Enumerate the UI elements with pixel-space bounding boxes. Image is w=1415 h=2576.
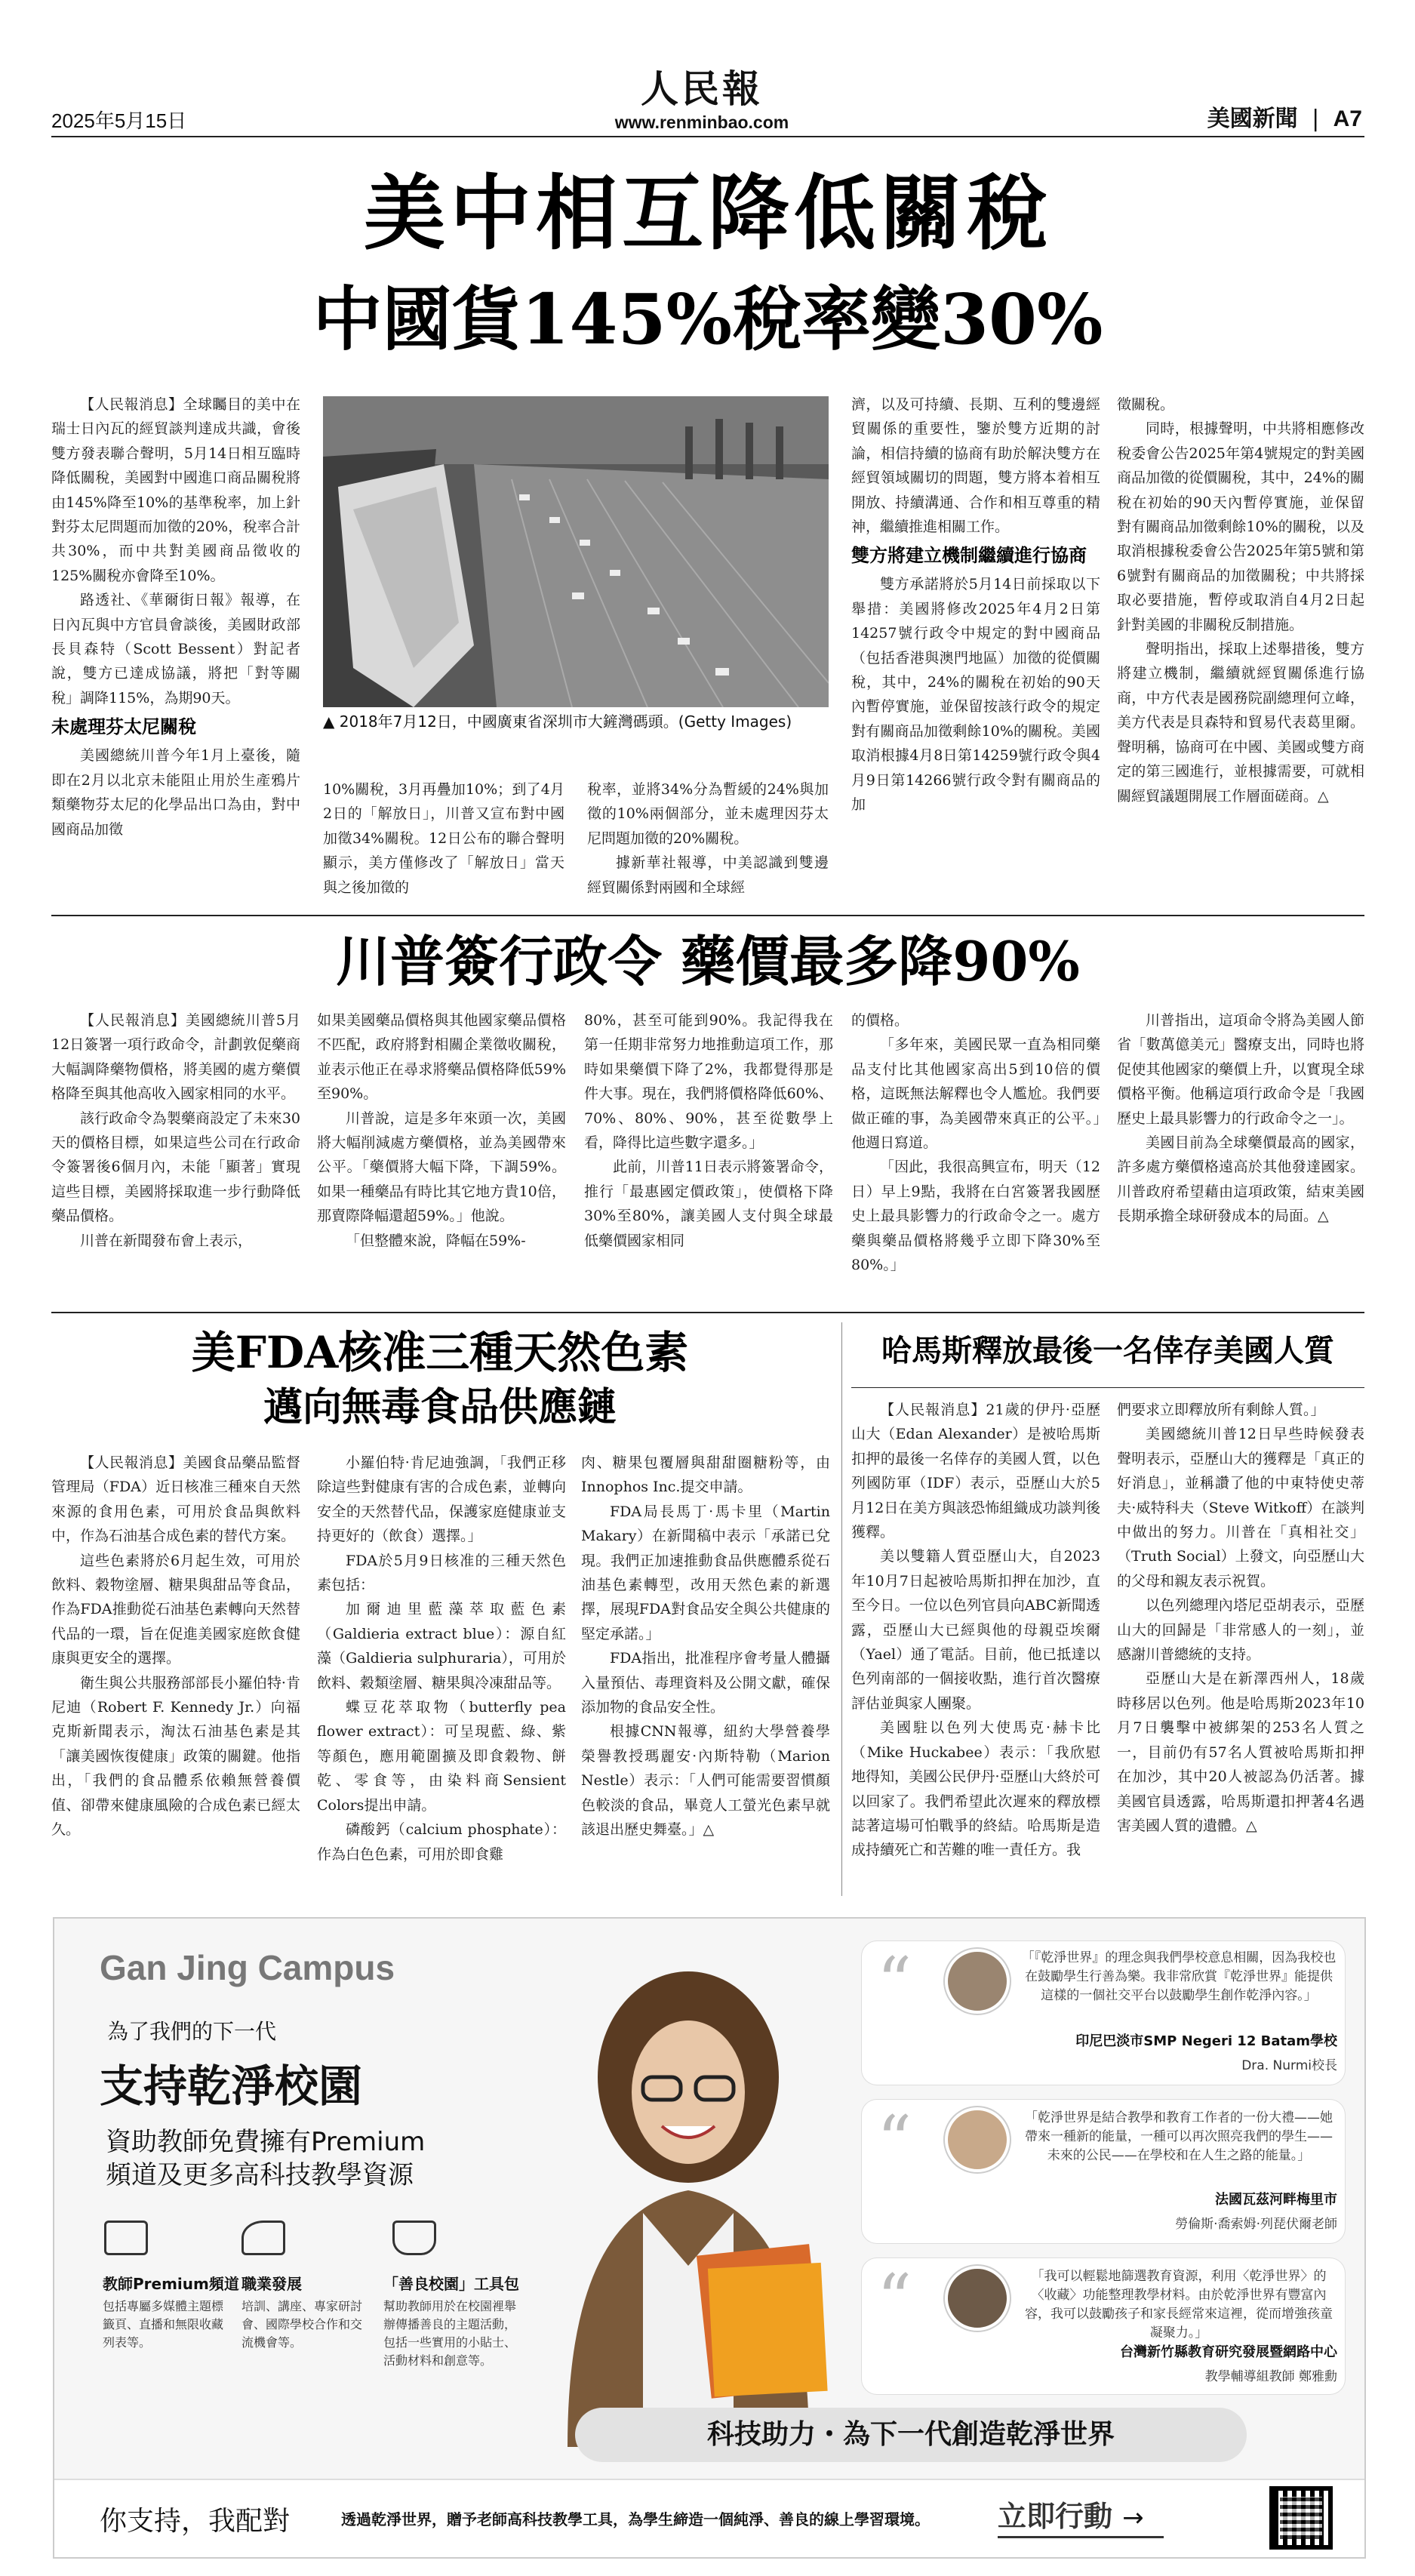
page-number: A7 [1333, 106, 1362, 131]
student-photo [522, 1964, 854, 2447]
story2-paragraph: 美國目前為全球藥價最高的國家，許多處方藥價格遠高於其他發達國家。川普政府希望藉由這項政策，結束美國長期承擔全球研發成本的局面。△ [1117, 1134, 1364, 1225]
story2-paragraph: 80%，甚至可能到90%。我記得我在第一任期非常努力地推動這項工作，那時如果藥價下降了2%，我都覺得那是件大事。現在，我們將價格降低60%、70%、80%、90%，甚至從數學上看，降得比這些數字還多。」 [584, 1012, 833, 1152]
story3-subheadline: 邁向無毒食品供應鏈 [263, 1384, 617, 1430]
story4-col2 [1117, 1398, 1364, 1896]
feature-desc: 幫助教師用於在校園裡舉辦傳播善良的主題活動，包括一些實用的小貼士、活動材料和創意等。 [383, 2299, 517, 2368]
port-photo-image [323, 396, 829, 707]
story3-paragraph: 肉、糖果包覆層與甜甜圈糖粉等，由Innophos Inc.提交申請。 [581, 1454, 830, 1496]
section-rule [51, 1312, 1364, 1313]
photo-caption: ▲ 2018年7月12日，中國廣東省深圳市大鏟灣碼頭。(Getty Images) [323, 712, 792, 731]
header-rule [51, 136, 1364, 137]
quote-org: 印尼巴淡市SMP Negeri 12 Batam學校 [1075, 2033, 1337, 2049]
story3-paragraph: FDA指出，批准程序會考量人體攝入量預估、毒理資料及公開文獻，確保添加物的食品安全性。 [581, 1650, 830, 1716]
story2-paragraph: 「因此，我很高興宣布，明天（12日）早上9點，我將在白宮簽署我國歷史上最具影響力的行政命令之一。處方藥與藥品價格將幾乎立即下降30%至80%。」 [851, 1159, 1100, 1274]
story3-col2 [317, 1451, 566, 1896]
column-divider [841, 1322, 842, 1896]
feature-desc: 培訓、講座、專家研討會、國際學校合作和交流機會等。 [241, 2299, 363, 2350]
story1-paragraph: 濟，以及可持續、長期、互利的雙邊經貿關係的重要性，鑒於雙方近期的討論，相信持續的協商有助於解決雙方在經貿領域關切的問題，雙方將本着相互開放、持續溝通、合作和相互尊重的精神，繼續推進相關工作。 [851, 396, 1100, 536]
story2-paragraph: 此前，川普11日表示將簽署命令，推行「最惠國定價政策」，使價格下降30%至80%，讓美國人支付與全球最低藥價國家相同 [584, 1159, 833, 1249]
story1-headline: 美中相互降低關稅 [363, 166, 1052, 261]
story1-col1 [51, 392, 300, 906]
story3-paragraph: FDA局長馬丁·馬卡里（Martin Makary）在新聞稿中表示「承諾已兌現。我們正加速推動食品供應體系從石油基色素轉型，改用天然色素的新選擇，展現FDA對食品安全與公共健康的堅定承諾。」 [581, 1503, 830, 1642]
quote-org: 台灣新竹縣教育研究發展暨網路中心 [1120, 2344, 1337, 2360]
story2-col1 [51, 1008, 300, 1303]
quote-mark-icon: “ [877, 2260, 912, 2339]
avatar [945, 2266, 1010, 2331]
story1-col2 [323, 777, 564, 906]
ad-brand: Gan Jing Campus [100, 1948, 395, 1987]
quote-mark-icon: “ [877, 1943, 912, 2022]
story4-col1 [851, 1398, 1100, 1896]
story4-paragraph: 美國總統川普12日早些時候發表聲明表示，亞歷山大的獲釋是「真正的好消息」，並稱讚了他的中東特使史蒂夫·威特科夫（Steve Witkoff）在談判中做出的努力。川普在「真相社交」（Truth Social）上發文，向亞歷山大的父母和親友表示祝賀。 [1117, 1426, 1364, 1590]
ad-bottom-mid: 透過乾淨世界，贈予老師高科技教學工具，為學生締造一個純淨、善良的線上學習環境。 [341, 2510, 930, 2528]
story1-paragraph: 【人民報消息】全球矚目的美中在瑞士日內瓦的經貿談判達成共識，會後雙方發表聯合聲明，5月14日相互臨時降低關稅，美國對中國進口商品關稅將由145%降至10%的基準稅率，加上針對芬太尼問題而加徵的20%，稅率合計共30%，而中共對美國商品徵收的125%關稅亦會降至10%。 [51, 396, 300, 584]
story3-paragraph: 根據CNN報導，紐約大學營養學榮譽教授瑪麗安·內斯特勒（Marion Nestle）表示：「人們可能需要習慣顏色較淡的食品，畢竟人工螢光色素早就該退出歷史舞臺。」△ [581, 1723, 830, 1839]
quote-person: 勞倫斯·喬索姆·列琵伏爾老師 [1175, 2217, 1337, 2232]
story3-paragraph: 蝶豆花萃取物（butterfly pea flower extract）：可呈現藍、綠、紫等顏色，應用範圍擴及即食穀物、餅乾、零食等，由染料商Sensient Colors提出申請。 [317, 1699, 566, 1814]
story1-paragraph: 聲明指出，採取上述舉措後，雙方將建立機制，繼續就經貿關係進行協商，中方代表是國務院副總理何立峰，美方代表是貝森特和貿易代表葛里爾。聲明稱，協商可在中國、美國或雙方商定的第三國進行，並根據需要，可就相關經貿議題開展工作層面磋商。△ [1117, 641, 1364, 805]
feature-desc: 包括專屬多媒體主題標籤頁、直播和無限收藏列表等。 [103, 2299, 224, 2350]
port-photo [323, 396, 829, 707]
quote-text: 「我可以輕鬆地篩選教育資源，利用〈乾淨世界〉的〈收藏〉功能整理教學材料。由於乾淨世界有豐富內容，我可以鼓勵孩子和家長經常來這裡，從而增強孩童凝聚力。」 [1025, 2269, 1333, 2341]
story1-subhead: 雙方將建立機制繼續進行協商 [851, 545, 1087, 567]
story4-paragraph: 亞歷山大是在新澤西州人，18歲時移居以色列。他是哈馬斯2023年10月7日襲擊中被綁架的253名人質之一，目前仍有57名人質被哈馬斯扣押在加沙，其中20人被認為仍活著。據美國官員透露，哈馬斯還扣押著4名遇害美國人質的遺體。△ [1117, 1670, 1364, 1834]
quote-person: 教學輔導組教師 鄭雅勳 [1204, 2369, 1337, 2384]
story2-paragraph: 「多年來，美國民眾一直為相同藥品支付比其他國家高出5到10倍的價格，這既無法解釋也令人尷尬。我們要做正確的事，為美國帶來真正的公平。」他週日寫道。 [851, 1036, 1100, 1152]
story2-paragraph: 川普說，這是多年來頭一次，美國將大幅削減處方藥價格，並為美國帶來公平。「藥價將大幅下降，下調59%。如果一種藥品有時比其它地方貴10倍，那賣際降幅還超59%。」他說。 [317, 1109, 566, 1225]
monitor-icon [104, 2221, 148, 2255]
cta-button[interactable] [998, 2494, 1179, 2539]
avatar [945, 2107, 1010, 2172]
story4-headline: 哈馬斯釋放最後一名倖存美國人質 [881, 1333, 1334, 1368]
cta-underline [998, 2536, 1164, 2538]
story4-paragraph: 美國駐以色列大使馬克·赫卡比（Mike Huckabee）表示：「我欣慰地得知，美國公民伊丹·亞歷山大終於可以回家了。我們希望此次遲來的釋放標誌著這場可怕戰爭的終結。哈馬斯是造成持續死亡和苦難的唯一責任方。我 [851, 1719, 1100, 1859]
ad-bottom-left: 你支持，我配對 [100, 2506, 291, 2537]
story1-paragraph: 據新華社報導，中美認識到雙邊經貿關係對兩國和全球經 [587, 854, 829, 896]
cta-button-label: 立即行動 [998, 2500, 1113, 2533]
story3-paragraph: 【人民報消息】美國食品藥品監督管理局（FDA）近日核准三種來自天然來源的食用色素，可用於食品與飲料中，作為石油基合成色素的替代方案。 [51, 1454, 300, 1545]
masthead-url[interactable]: www.renminbao.com [614, 112, 789, 132]
avatar [945, 1949, 1010, 2014]
section-name: 美國新聞 [1207, 106, 1298, 132]
story3-paragraph: 加爾迪里藍藻萃取藍色素（Galdieria extract blue）：源自紅藻（Galdieria sulphuraria），可用於飲料、穀類塗層、糖果與冷凍甜品等。 [317, 1601, 566, 1691]
story1-subhead: 未處理芬太尼關稅 [51, 716, 196, 738]
story1-col5 [1117, 392, 1364, 906]
story1-paragraph: 10%關稅，3月再疊加10%；到了4月2日的「解放日」，川普又宣布對中國加徵34%關稅。12日公布的聯合聲明顯示，美方僅修改了「解放日」當天與之後加徵的 [323, 781, 564, 896]
story4-paragraph: 以色列總理內塔尼亞胡表示，亞歷山大的回歸是「非常感人的一刻」，並感謝川普總統的支持。 [1117, 1597, 1364, 1663]
story1-subheadline: 中國貨145%稅率變30% [312, 279, 1103, 360]
quote-text: 「『乾淨世界』的理念與我們學校意息相關，因為我校也在鼓勵學生行善為樂。我非常欣賞『乾淨世界』能提供這樣的一個社交平台以鼓勵學生創作乾淨內容。」 [1021, 1950, 1337, 2003]
story2-paragraph: 該行政命令為製藥商設定了未來30天的價格目標，如果這些公司在行政命令簽署後6個月內，未能「顯著」實現這些目標，美國將採取進一步行動降低藥品價格。 [51, 1109, 300, 1225]
story3-paragraph: 磷酸鈣（calcium phosphate）：作為白色色素，可用於即食雞 [317, 1821, 566, 1863]
section-rule [51, 915, 1364, 916]
story2-col4 [851, 1008, 1100, 1303]
story2-headline: 川普簽行政令 藥價最多降90% [336, 929, 1080, 993]
ad-subtitle-2: 頻道及更多高科技教學資源 [106, 2160, 414, 2190]
story4-paragraph: 美以雙籍人質亞歷山大，自2023年10月7日起被哈馬斯扣押在加沙，直至今日。一位以色列官員向ABC新聞透露，亞歷山大已經與他的母親亞埃爾（Yael）通了電話。目前，他已抵達以色列南部的一個接收點，進行首次醫療評估並與家人團聚。 [851, 1548, 1100, 1712]
story1-col4 [851, 392, 1100, 906]
story2-paragraph: 「但整體來說，降幅在59%- [346, 1232, 526, 1249]
quote-mark-icon: “ [877, 2101, 912, 2181]
story1-paragraph: 稅率，並將34%分為暫緩的24%與加徵的10%兩個部分，並未處理因芬太尼問題加徵的20%關稅。 [587, 781, 829, 847]
masthead [543, 66, 860, 133]
masthead-title: 人民報 [641, 66, 763, 111]
feature-title: 「善良校園」工具包 [383, 2275, 519, 2293]
story3-col1 [51, 1451, 300, 1896]
story2-paragraph: 川普指出，這項命令將為美國人節省「數萬億美元」醫療支出，同時也將促使其他國家的藥價上升，以實現全球價格平衡。他稱這項行政命令是「我國歷史上最具影響力的行政命令之一」。 [1117, 1012, 1364, 1127]
story3-col3 [581, 1451, 830, 1896]
story1-paragraph: 美國總統川普今年1月上臺後，隨即在2月以北京未能阻止用於生產鴉片類藥物芬太尼的化學品出口為由，對中國商品加徵 [51, 747, 300, 838]
section-divider: | [1312, 106, 1320, 132]
quote-org: 法國瓦茲河畔梅里市 [1215, 2192, 1337, 2208]
ad-banner [575, 2408, 1247, 2462]
story1-paragraph: 徵關稅。 [1117, 396, 1175, 413]
advertisement[interactable] [53, 1917, 1366, 2559]
story1-paragraph: 同時，根據聲明，中共將相應修改稅委會公告2025年第4號規定的對美國商品加徵的從價關稅，其中，24%的關稅在初始的90天內暫停實施，並保留對有關商品加徵剩餘10%的關稅，以及取消根據稅委會公告2025年第5號和第6號對有關商品的加徵關稅；中共將採取必要措施，暫停或取消自4月2日起針對美國的非關稅反制措施。 [1117, 420, 1364, 633]
story4-paragraph: 【人民報消息】21歲的伊丹·亞歷山大（Edan Alexander）是被哈馬斯扣押的最後一名倖存的美國人質，以色列國防軍（IDF）表示，亞歷山大於5月12日在美方與該恐怖組織成功談判後獲釋。 [851, 1402, 1100, 1541]
story2-paragraph: 的價格。 [851, 1012, 909, 1029]
story2-col3 [584, 1008, 833, 1303]
qr-code-icon[interactable] [1269, 2486, 1333, 2550]
flask-icon [392, 2221, 436, 2255]
story3-paragraph: FDA於5月9日核准的三種天然色素包括： [317, 1552, 566, 1594]
ad-tagline: 為了我們的下一代 [107, 2019, 277, 2044]
story2-paragraph: 如果美國藥品價格與其他國家藥品價格不匹配，政府將對相關企業徵收關稅，並表示他正在尋求將藥品價格降低59%至90%。 [317, 1012, 566, 1103]
story1-paragraph: 雙方承諾將於5月14日前採取以下舉措：美國將修改2025年4月2日第14257號行政令中規定的對中國商品（包括香港與澳門地區）加徵的從價關稅，其中，24%的關稅在初始的90天內暫停實施，並保留按該行政令的規定對有關商品加徵剩餘10%的關稅。美國取消根據4月8日第14259號行政令與4月9日第14266號行政令對有關商品的加 [851, 576, 1100, 814]
issue-date: 2025年5月15日 [51, 109, 187, 132]
story3-headline: 美FDA核准三種天然色素 [191, 1327, 689, 1378]
story2-col5 [1117, 1008, 1364, 1303]
quote-text: 「乾淨世界是結合教學和教育工作者的一份大禮——她帶來一種新的能量，一種可以再次照亮我們的學生——未來的公民——在學校和在人生之路的能量。」 [1025, 2110, 1333, 2163]
feature-title: 教師Premium頻道 [103, 2275, 239, 2293]
feature-title: 職業發展 [241, 2275, 302, 2293]
ad-subtitle-1: 資助教師免費擁有Premium [106, 2127, 426, 2157]
story1-paragraph: 路透社、《華爾街日報》報導，在日內瓦與中方官員會談後，美國財政部長貝森特（Scott Bessent）對記者說，雙方已達成協議，將把「對等關稅」調降115%，為期90天。 [51, 592, 300, 706]
story4-paragraph: 們要求立即釋放所有剩餘人質。」 [1117, 1402, 1325, 1418]
story2-col2 [317, 1008, 566, 1303]
quote-person: Dra. Nurmi校長 [1241, 2058, 1337, 2073]
telescope-icon [241, 2221, 285, 2255]
story3-paragraph: 衛生與公共服務部部長小羅伯特·肯尼迪（Robert F. Kennedy Jr.）向福克斯新聞表示，淘汰石油基色素是其「讓美國恢復健康」政策的關鍵。他指出，「我們的食品體系依賴無營養價值、卻帶來健康風險的合成色素已經太久。 [51, 1674, 300, 1839]
ad-banner-text: 科技助力・為下一代創造乾淨世界 [706, 2419, 1115, 2450]
story3-paragraph: 小羅伯特·肯尼迪強調，「我們正移除這些對健康有害的合成色素，並轉向安全的天然替代品，保護家庭健康並支持更好的（飲食）選擇。」 [317, 1454, 566, 1545]
story4-rule [851, 1387, 1364, 1388]
story1-col3 [587, 777, 829, 906]
arrow-right-icon: → [1122, 2503, 1144, 2533]
ad-title: 支持乾淨校園 [100, 2060, 363, 2112]
section-label [1207, 100, 1362, 133]
story3-paragraph: 這些色素將於6月起生效，可用於飲料、穀物塗層、糖果與甜品等食品，作為FDA推動從石油基色素轉向天然替代品的一環，旨在促進美國家庭飲食健康與更安全的選擇。 [51, 1552, 300, 1667]
story2-paragraph: 【人民報消息】美國總統川普5月12日簽署一項行政命令，計劃敦促藥商大幅調降藥物價格，將美國的處方藥價格降至與其他高收入國家相同的水平。 [51, 1012, 300, 1103]
story2-paragraph: 川普在新聞發布會上表示， [80, 1232, 253, 1249]
